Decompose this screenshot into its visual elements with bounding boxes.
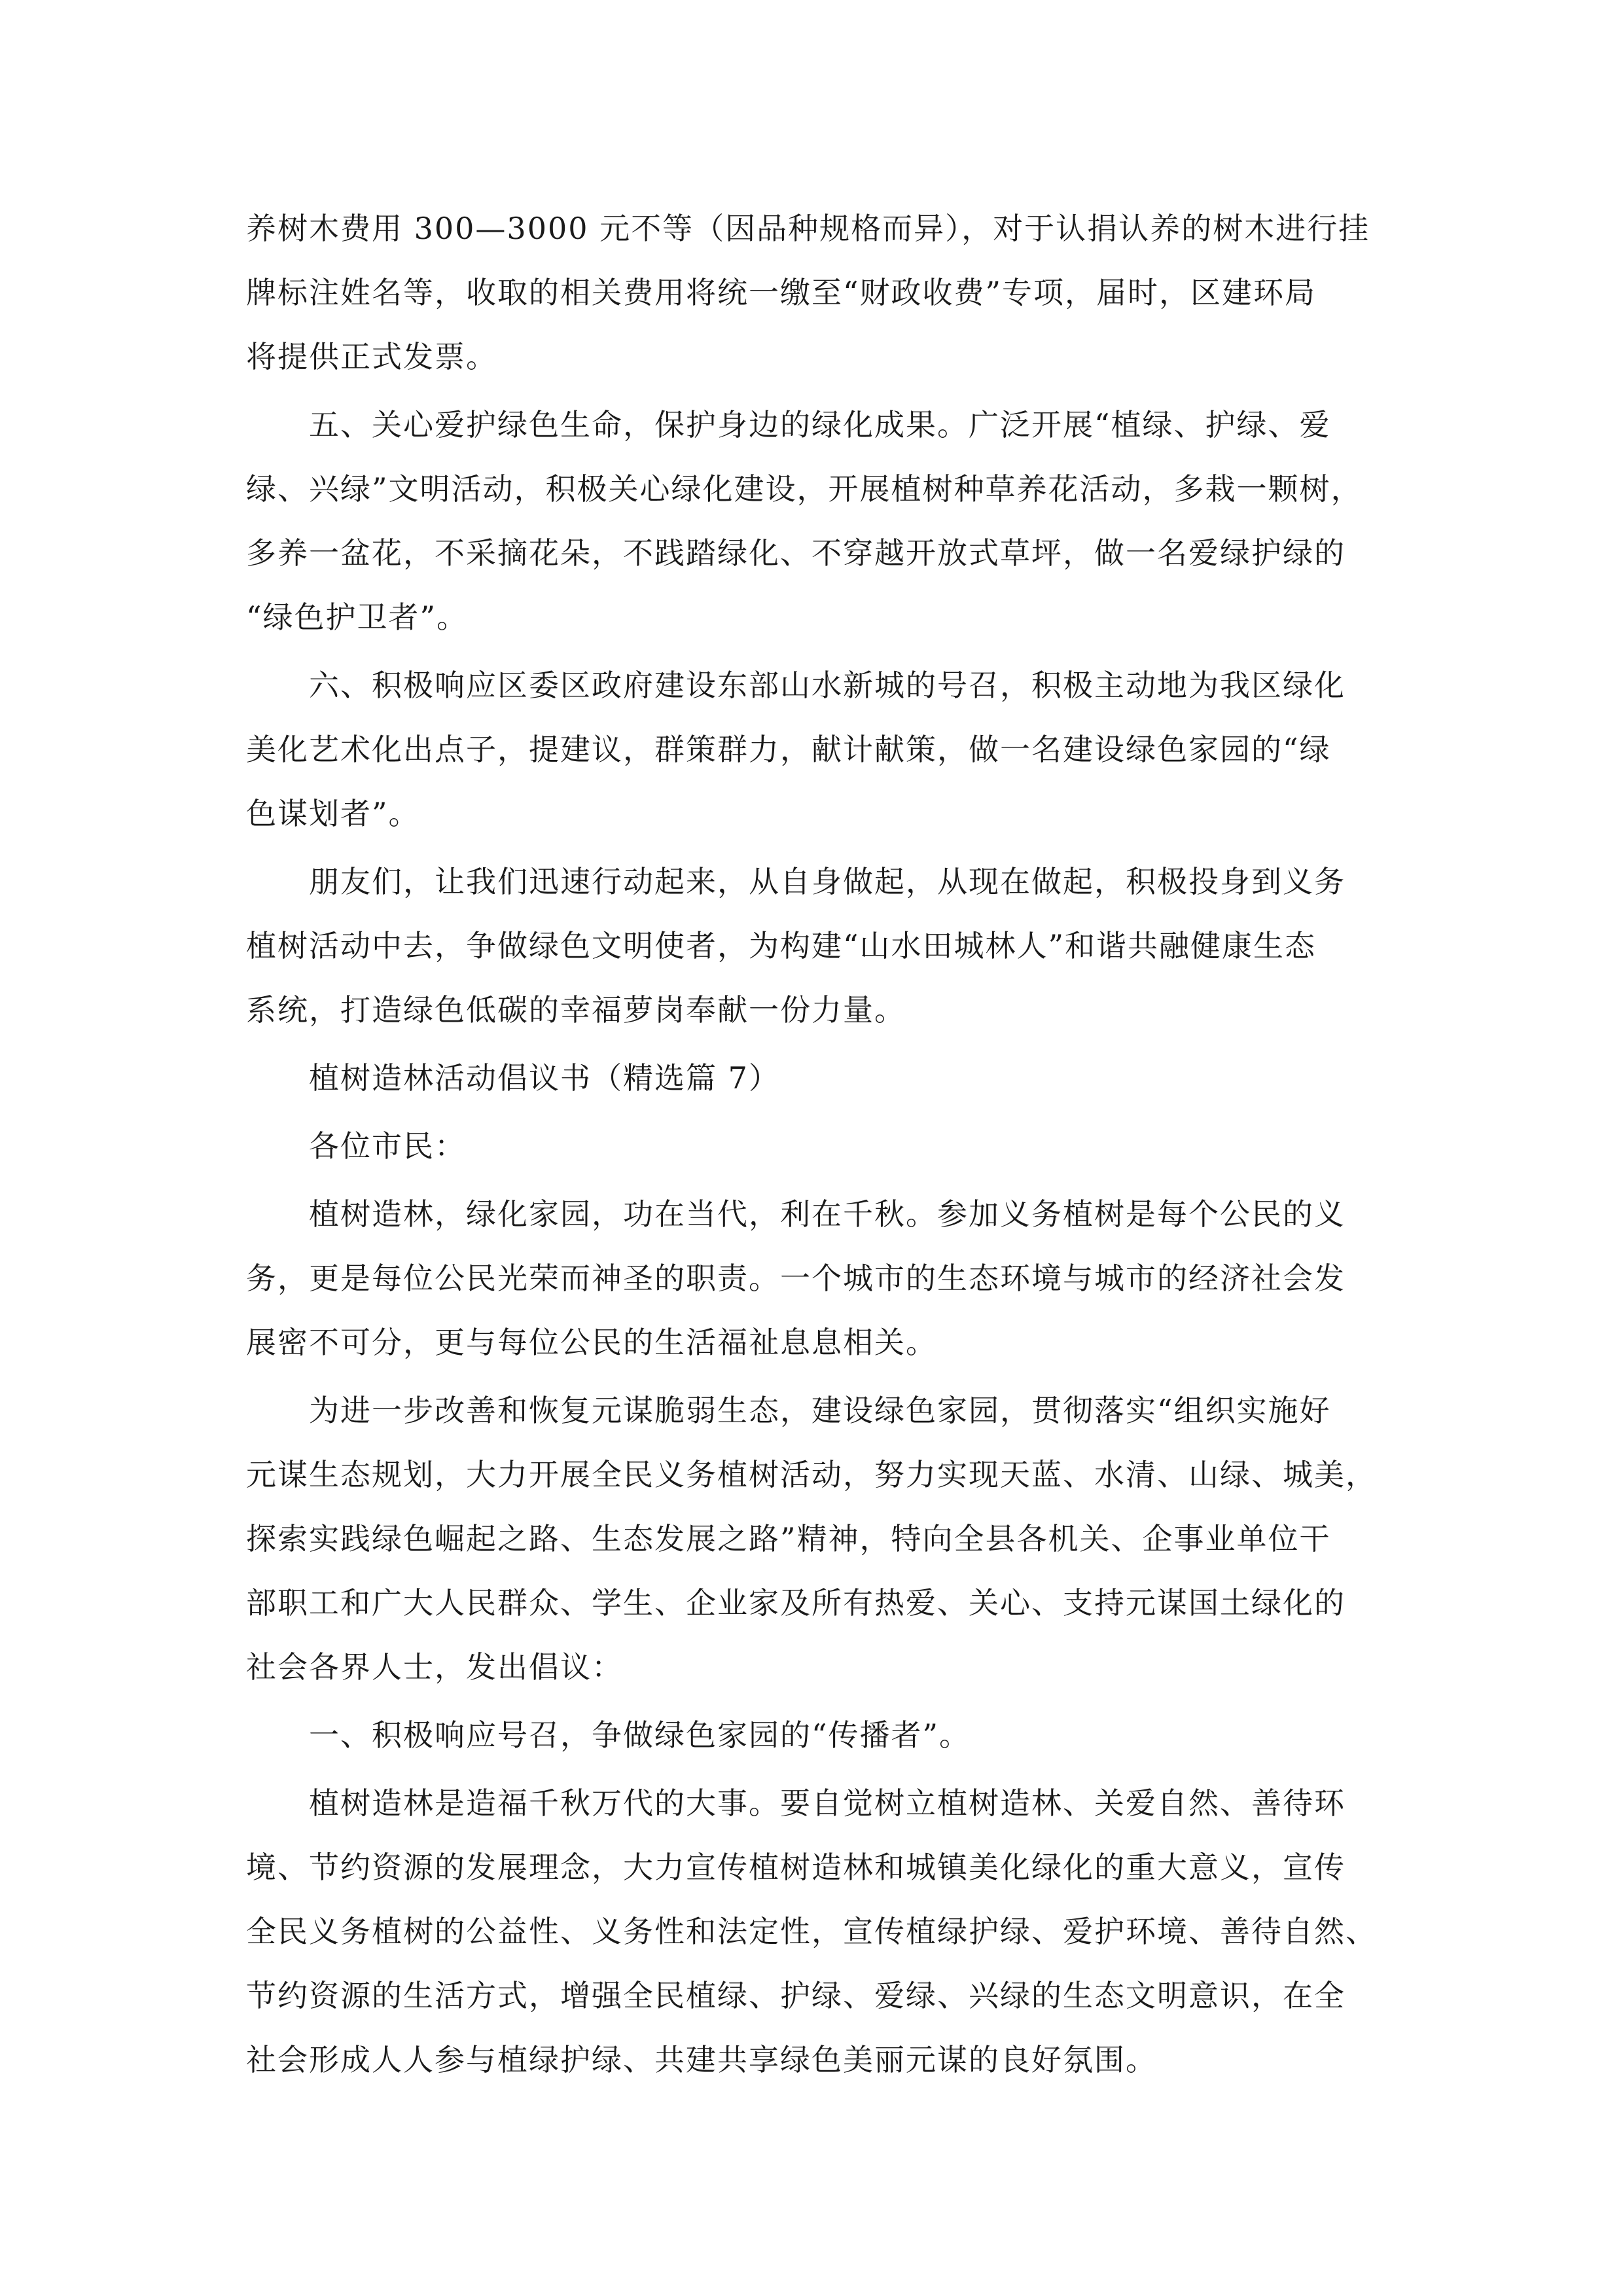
text-line: 五、关心爱护绿色生命，保护身边的绿化成果。广泛开展“植绿、护绿、爱 xyxy=(309,407,1331,442)
text-line: 色谋划者”。 xyxy=(246,796,420,831)
salutation xyxy=(246,1114,1378,1178)
text-line: 植树活动中去，争做绿色文明使者，为构建“山水田城林人”和谐共融健康生态 xyxy=(246,928,1317,963)
purpose-paragraph xyxy=(246,1378,1378,1699)
text-line: 牌标注姓名等，收取的相关费用将统一缴至“财政收费”专项，届时，区建环局 xyxy=(246,275,1317,310)
item-one-heading xyxy=(246,1703,1378,1767)
text-line: 植树造林活动倡议书（精选篇 7） xyxy=(309,1060,780,1096)
item-five-paragraph xyxy=(246,393,1378,649)
document-body xyxy=(246,196,1378,2096)
text-line: 绿、兴绿”文明活动，积极关心绿化建设，开展植树种草养花活动，多栽一颗树， xyxy=(246,471,1363,507)
text-line: 植树造林是造福千秋万代的大事。要自觉树立植树造林、关爱自然、善待环 xyxy=(309,1785,1346,1821)
text-line: 植树造林，绿化家园，功在当代，利在千秋。参加义务植树是每个公民的义 xyxy=(309,1196,1346,1232)
intro-paragraph xyxy=(246,1182,1378,1374)
text-line: 探索实践绿色崛起之路、生态发展之路”精神，特向全县各机关、企事业单位干 xyxy=(246,1521,1331,1556)
text-line: 元谋生态规划，大力开展全民义务植树活动，努力实现天蓝、水清、山绿、城美， xyxy=(246,1457,1377,1492)
text-line: 展密不可分，更与每位公民的生活福祉息息相关。 xyxy=(246,1325,937,1360)
text-line: 养树木费用 300—3000 元不等（因品种规格而异），对于认捐认养的树木进行挂 xyxy=(246,211,1370,246)
text-line: 系统，打造绿色低碳的幸福萝岗奉献一份力量。 xyxy=(246,992,906,1028)
text-line: 一、积极响应号召，争做绿色家园的“传播者”。 xyxy=(309,1717,971,1753)
text-line: 境、节约资源的发展理念，大力宣传植树造林和城镇美化绿化的重大意义，宣传 xyxy=(246,1850,1346,1885)
text-line: 朋友们，让我们迅速行动起来，从自身做起，从现在做起，积极投身到义务 xyxy=(309,864,1346,899)
text-line: 节约资源的生活方式，增强全民植绿、护绿、爱绿、兴绿的生态文明意识，在全 xyxy=(246,1978,1346,2013)
text-line: 务，更是每位公民光荣而神圣的职责。一个城市的生态环境与城市的经济社会发 xyxy=(246,1261,1346,1296)
text-line: 六、积极响应区委区政府建设东部山水新城的号召，积极主动地为我区绿化 xyxy=(309,668,1346,703)
text-line: 美化艺术化出点子，提建议，群策群力，献计献策，做一名建设绿色家园的“绿 xyxy=(246,732,1331,767)
text-line: 社会形成人人参与植绿护绿、共建共享绿色美丽元谋的良好氛围。 xyxy=(246,2042,1157,2077)
text-line: 全民义务植树的公益性、义务性和法定性，宣传植绿护绿、爱护环境、善待自然、 xyxy=(246,1914,1377,1949)
item-one-paragraph xyxy=(246,1771,1378,2092)
section-title xyxy=(246,1046,1378,1110)
fee-paragraph-tail xyxy=(246,196,1378,389)
text-line: 社会各界人士，发出倡议： xyxy=(246,1649,623,1685)
text-line: 部职工和广大人民群众、学生、企业家及所有热爱、关心、支持元谋国土绿化的 xyxy=(246,1585,1346,1621)
closing-paragraph xyxy=(246,850,1378,1042)
text-line: “绿色护卫者”。 xyxy=(246,600,469,635)
text-line: 将提供正式发票。 xyxy=(246,339,497,374)
text-line: 各位市民： xyxy=(309,1128,466,1164)
text-line: 多养一盆花，不采摘花朵，不践踏绿化、不穿越开放式草坪，做一名爱绿护绿的 xyxy=(246,535,1346,571)
item-six-paragraph xyxy=(246,653,1378,846)
text-line: 为进一步改善和恢复元谋脆弱生态，建设绿色家园，贯彻落实“组织实施好 xyxy=(309,1393,1331,1428)
